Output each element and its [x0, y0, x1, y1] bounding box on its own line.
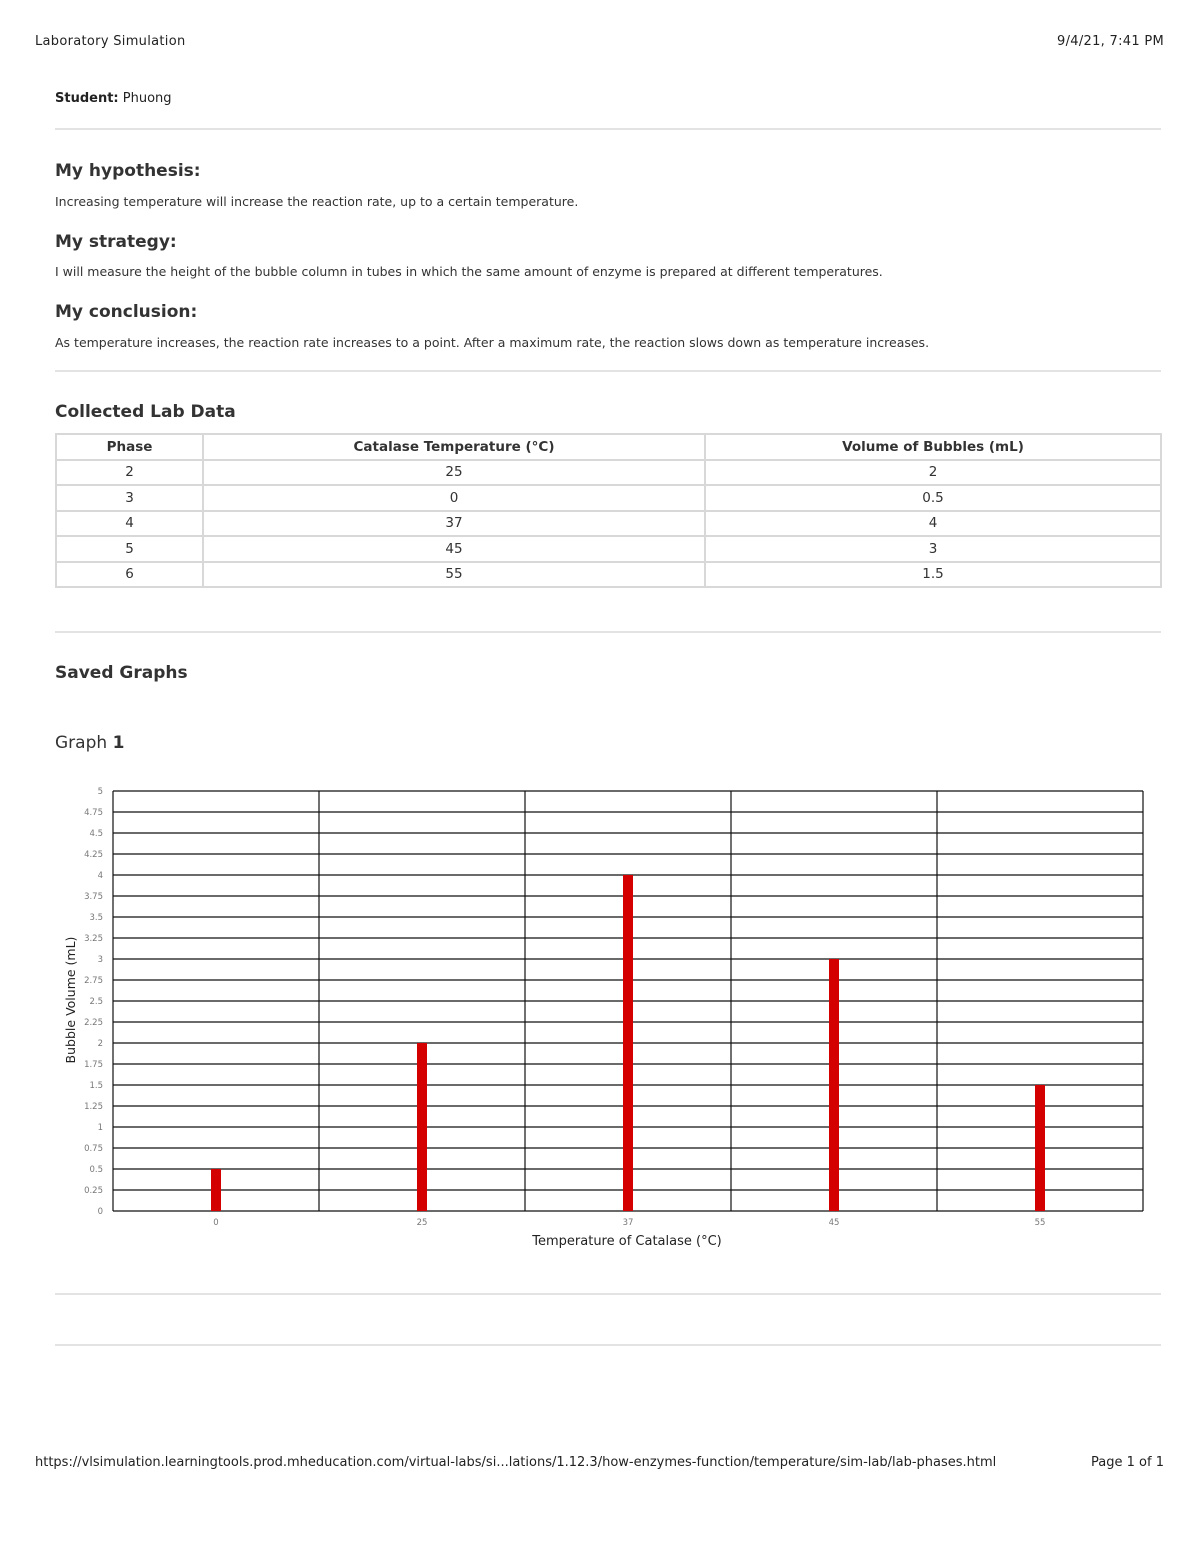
- divider: [55, 1293, 1161, 1295]
- y-tick-label: 0.5: [89, 1165, 103, 1175]
- graph-label: [55, 733, 124, 753]
- divider: [55, 128, 1161, 130]
- y-tick-label: 1.75: [84, 1060, 103, 1070]
- footer-page-number: Page 1 of 1: [1091, 1455, 1164, 1470]
- table-cell-temperature: 55: [203, 562, 705, 588]
- x-tick-label: 55: [1034, 1218, 1046, 1228]
- y-tick-label: 1.25: [84, 1102, 103, 1112]
- x-tick-label: 45: [828, 1218, 840, 1228]
- divider: [55, 370, 1161, 372]
- y-tick-label: 3.5: [89, 913, 103, 923]
- y-tick-label: 2.75: [84, 976, 103, 986]
- hypothesis-text: Increasing temperature will increase the reaction rate, up to a certain temperature.: [55, 194, 579, 209]
- student-label: Student:: [55, 91, 119, 106]
- hypothesis-heading: My hypothesis:: [55, 161, 201, 181]
- student-name: Phuong: [122, 91, 172, 106]
- column-header-phase: Phase: [56, 434, 203, 460]
- y-axis-label: Bubble Volume (mL): [63, 936, 78, 1064]
- strategy-text: I will measure the height of the bubble column in tubes in which the same amount of enzyme is prepared at different temperatures.: [55, 264, 883, 279]
- bar: [829, 959, 839, 1211]
- table-header-row: [56, 434, 1161, 460]
- conclusion-heading: My conclusion:: [55, 302, 198, 322]
- table-cell-volume: 2: [705, 460, 1161, 486]
- graph-label-number: 1: [112, 733, 125, 753]
- y-tick-label: 0.75: [84, 1144, 103, 1154]
- table-row: [56, 536, 1161, 562]
- x-tick-label: 37: [622, 1218, 634, 1228]
- y-axis-ticks: [84, 787, 103, 1217]
- table-cell-phase: 4: [56, 511, 203, 537]
- divider: [55, 631, 1161, 633]
- bar: [417, 1043, 427, 1211]
- table-cell-volume: 0.5: [705, 485, 1161, 511]
- strategy-heading: My strategy:: [55, 232, 177, 252]
- table-cell-phase: 3: [56, 485, 203, 511]
- table-cell-temperature: 0: [203, 485, 705, 511]
- table-row: [56, 460, 1161, 486]
- student-line: [55, 91, 172, 106]
- y-tick-label: 3.25: [84, 934, 103, 944]
- table-row: [56, 485, 1161, 511]
- table-cell-phase: 2: [56, 460, 203, 486]
- page-header-datetime: 9/4/21, 7:41 PM: [1057, 34, 1164, 49]
- x-tick-label: 25: [416, 1218, 428, 1228]
- y-tick-label: 3.75: [84, 892, 103, 902]
- page-header-title: Laboratory Simulation: [35, 34, 186, 49]
- y-tick-label: 0.25: [84, 1186, 103, 1196]
- x-axis-ticks: [213, 1218, 1045, 1228]
- y-tick-label: 5: [97, 787, 103, 797]
- bar: [623, 875, 633, 1211]
- bar: [211, 1169, 221, 1211]
- conclusion-text: As temperature increases, the reaction rate increases to a point. After a maximum rate, the reaction slows down as temperature increases.: [55, 335, 930, 350]
- y-tick-label: 3: [97, 955, 103, 965]
- y-tick-label: 2.25: [84, 1018, 103, 1028]
- y-tick-label: 0: [97, 1207, 103, 1217]
- y-tick-label: 4.25: [84, 850, 103, 860]
- column-header-volume: Volume of Bubbles (mL): [705, 434, 1161, 460]
- table-cell-volume: 3: [705, 536, 1161, 562]
- lab-data-heading: Collected Lab Data: [55, 402, 236, 422]
- y-tick-label: 4.75: [84, 808, 103, 818]
- y-tick-label: 1: [97, 1123, 103, 1133]
- y-tick-label: 1.5: [89, 1081, 103, 1091]
- column-header-temperature: Catalase Temperature (°C): [203, 434, 705, 460]
- y-tick-label: 2: [97, 1039, 103, 1049]
- footer-url: https://vlsimulation.learningtools.prod.mheducation.com/virtual-labs/si...lations/1.12.3/how-enzymes-function/temperature/sim-lab/lab-phases.html: [35, 1455, 997, 1470]
- y-tick-label: 4: [97, 871, 103, 881]
- table-cell-volume: 4: [705, 511, 1161, 537]
- table-cell-volume: 1.5: [705, 562, 1161, 588]
- table-cell-temperature: 45: [203, 536, 705, 562]
- table-cell-temperature: 25: [203, 460, 705, 486]
- x-tick-label: 0: [213, 1218, 219, 1228]
- table-row: [56, 511, 1161, 537]
- bar: [1035, 1085, 1045, 1211]
- table-row: [56, 562, 1161, 588]
- y-tick-label: 4.5: [89, 829, 103, 839]
- table-cell-phase: 5: [56, 536, 203, 562]
- y-tick-label: 2.5: [89, 997, 103, 1007]
- x-axis-label: Temperature of Catalase (°C): [532, 1234, 722, 1249]
- saved-graphs-heading: Saved Graphs: [55, 663, 188, 683]
- table-cell-temperature: 37: [203, 511, 705, 537]
- lab-data-table: [55, 433, 1162, 588]
- divider: [55, 1344, 1161, 1346]
- table-cell-phase: 6: [56, 562, 203, 588]
- bar-chart: [55, 770, 1155, 1260]
- graph-label-prefix: Graph: [55, 733, 108, 753]
